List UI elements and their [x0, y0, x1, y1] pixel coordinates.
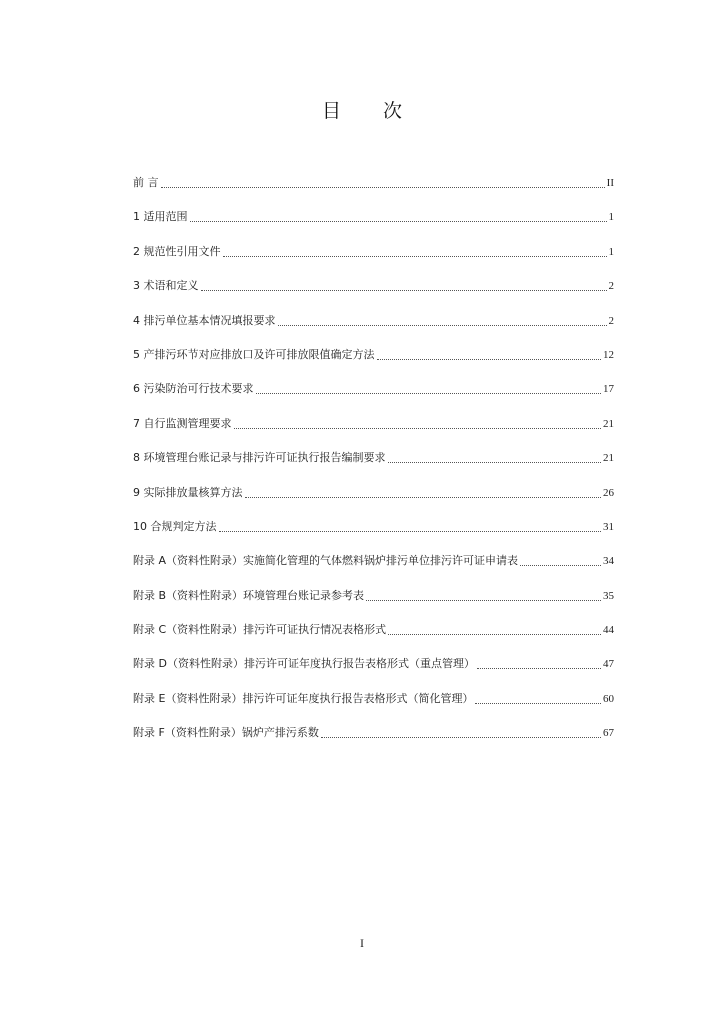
page-title: 目 次 [321, 100, 421, 122]
toc-dot-leader [477, 656, 601, 669]
toc-dot-leader [475, 691, 601, 704]
toc-entry[interactable] [133, 450, 614, 484]
toc-entry[interactable] [133, 691, 614, 725]
toc-dot-leader [223, 244, 607, 257]
toc-entry-page: 67 [603, 727, 614, 740]
toc-dot-leader [366, 588, 601, 601]
toc-entry[interactable] [133, 416, 614, 450]
toc-entry-page: 34 [603, 555, 614, 568]
toc-entry-label: 5 产排污环节对应排放口及许可排放限值确定方法 [133, 347, 375, 361]
toc-entry-label: 附录 C（资料性附录）排污许可证执行情况表格形式 [133, 623, 387, 637]
toc-entry[interactable] [133, 175, 614, 209]
toc-entry-page: 21 [603, 417, 614, 430]
toc-entry-page: 47 [603, 658, 614, 671]
toc-entry-label: 8 环境管理台账记录与排污许可证执行报告编制要求 [133, 451, 386, 465]
toc-dot-leader [321, 725, 601, 738]
toc-entry[interactable] [133, 553, 614, 587]
toc-entry-label: 附录 A（资料性附录）实施简化管理的气体燃料锅炉排污单位排污许可证申请表 [133, 554, 519, 568]
toc-entry-label: 4 排污单位基本情况填报要求 [133, 313, 276, 327]
toc-entry[interactable] [133, 588, 614, 622]
toc-entry-page: 1 [608, 211, 614, 224]
toc-dot-leader [190, 209, 607, 222]
toc-entry-label: 附录 D（资料性附录）排污许可证年度执行报告表格形式（重点管理） [133, 657, 475, 671]
toc-entry-page: II [606, 177, 614, 189]
toc-entry-label: 10 合规判定方法 [133, 519, 217, 533]
toc-entry-page: 26 [603, 486, 614, 499]
toc-dot-leader [388, 450, 602, 463]
toc-entry-label: 附录 B（资料性附录）环境管理台账记录参考表 [133, 588, 365, 602]
toc-entry-label: 6 污染防治可行技术要求 [133, 382, 254, 396]
toc-entry[interactable] [133, 519, 614, 553]
toc-entry[interactable] [133, 725, 614, 759]
toc-dot-leader [161, 175, 605, 188]
toc-entry-page: 1 [608, 245, 614, 258]
toc-entry-page: 60 [603, 692, 614, 705]
toc-dot-leader [234, 416, 602, 429]
toc-entry[interactable] [133, 209, 614, 243]
toc-entry-page: 2 [608, 314, 614, 327]
toc-entry[interactable] [133, 622, 614, 656]
toc-entry-page: 12 [603, 348, 614, 361]
toc-entry[interactable] [133, 656, 614, 690]
toc-entry-page: 31 [603, 520, 614, 533]
toc-entry[interactable] [133, 381, 614, 415]
toc-entry-page: 17 [603, 383, 614, 396]
toc-dot-leader [201, 278, 607, 291]
toc-entry-label: 前 言 [133, 176, 159, 189]
toc-dot-leader [245, 485, 602, 498]
toc-dot-leader [520, 553, 601, 566]
toc-dot-leader [377, 347, 602, 360]
toc-entry[interactable] [133, 244, 614, 278]
toc-entry-label: 7 自行监测管理要求 [133, 416, 232, 430]
toc-entry[interactable] [133, 347, 614, 381]
toc-dot-leader [388, 622, 601, 635]
toc-entry-page: 2 [608, 280, 614, 293]
table-of-contents [133, 175, 614, 760]
toc-entry-page: 21 [603, 452, 614, 465]
toc-entry[interactable] [133, 485, 614, 519]
toc-entry-label: 3 术语和定义 [133, 279, 199, 293]
toc-entry-label: 9 实际排放量核算方法 [133, 485, 243, 499]
toc-dot-leader [278, 313, 607, 326]
toc-entry-label: 附录 E（资料性附录）排污许可证年度执行报告表格形式（简化管理） [133, 691, 474, 705]
toc-entry-label: 2 规范性引用文件 [133, 244, 221, 258]
toc-entry[interactable] [133, 278, 614, 312]
toc-entry-label: 1 适用范围 [133, 210, 188, 224]
toc-dot-leader [219, 519, 602, 532]
toc-entry-page: 35 [603, 589, 614, 602]
toc-dot-leader [256, 381, 602, 394]
toc-entry-page: 44 [603, 624, 614, 637]
toc-entry[interactable] [133, 313, 614, 347]
page-number: I [360, 936, 364, 950]
toc-entry-label: 附录 F（资料性附录）锅炉产排污系数 [133, 726, 319, 740]
